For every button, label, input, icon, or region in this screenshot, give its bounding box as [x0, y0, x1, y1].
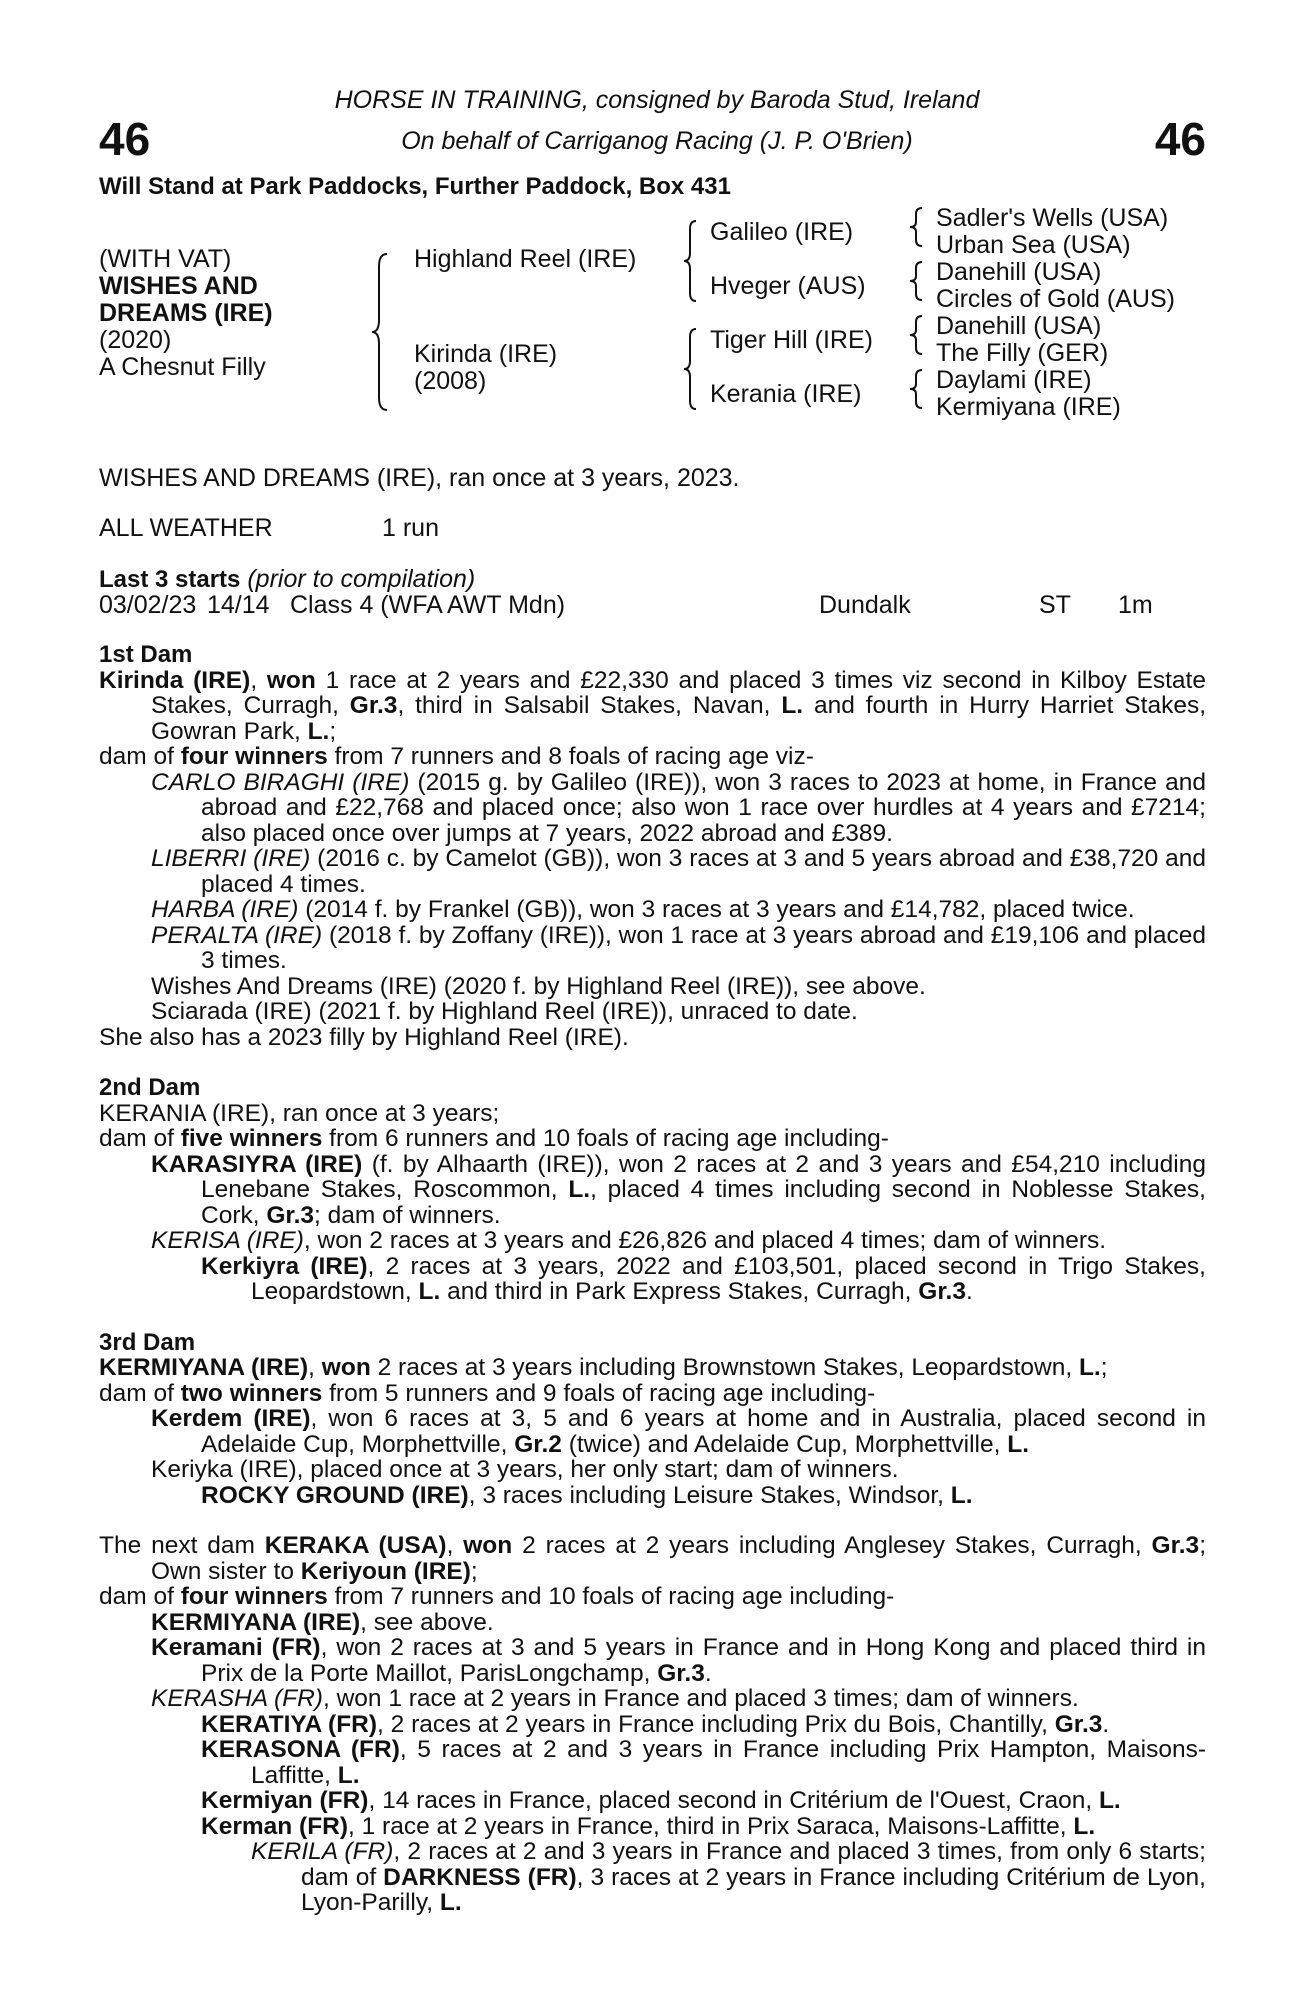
consignor-line: HORSE IN TRAINING, consigned by Baroda Stud, Ireland — [334, 86, 980, 114]
dam2-record: KERANIA (IRE), ran once at 3 years; — [99, 1099, 500, 1127]
dam1-produce-summary: dam of four winners from 7 runners and 8 foals of racing age viz- — [99, 743, 814, 770]
pedigree-dam-sire: Tiger Hill (IRE) — [710, 326, 873, 354]
last-starts-note: (prior to compilation) — [247, 565, 476, 593]
dam3-offspring-2: Keriyka (IRE), placed once at 3 years, her only start; dam of winners. — [151, 1456, 899, 1483]
horse-name-line2: DREAMS (IRE) — [99, 299, 273, 327]
pedigree-brace-g2 — [908, 260, 924, 302]
lot-number-right: 46 — [1154, 113, 1206, 165]
next-dam-grand-offspring-1: KERATIYA (FR), 2 races at 2 years in France including Prix du Bois, Chantilly, Gr.3. — [201, 1710, 1110, 1738]
pedigree-brace-g1 — [908, 206, 924, 248]
pedigree-brace-g3 — [908, 314, 924, 356]
next-dam-offspring-2: Keramani (FR), won 2 races at 3 and 5 years in France and in Hong Kong and placed third in Prix de la Porte Maillot, ParisLongchamp, Gr.3. — [151, 1634, 1206, 1687]
pedigree-ggparent-4: Circles of Gold (AUS) — [936, 285, 1175, 313]
next-dam-grand-offspring-2: KERASONA (FR), 5 races at 2 and 3 years in France including Prix Hampton, Maisons-Laffitte, L. — [201, 1736, 1206, 1789]
pedigree-ggparent-6: The Filly (GER) — [936, 339, 1109, 367]
foaling-year: (2020) — [99, 326, 172, 354]
next-dam-offspring-1: KERMIYANA (IRE), see above. — [151, 1608, 494, 1636]
stand-location: Will Stand at Park Paddocks, Further Paddock, Box 431 — [99, 173, 731, 200]
vat-note: (WITH VAT) — [99, 245, 232, 273]
next-dam-grand-offspring-4: Kerman (FR), 1 race at 2 years in France, third in Prix Saraca, Maisons-Laffitte, L. — [201, 1812, 1096, 1840]
pedigree-brace-sire — [682, 219, 698, 303]
dam1-current-foal: She also has a 2023 filly by Highland Reel (IRE). — [99, 1023, 629, 1051]
next-dam-offspring-3: KERASHA (FR), won 1 race at 2 years in France and placed 3 times; dam of winners. — [151, 1685, 1079, 1712]
next-dam-grand-offspring-5: KERILA (FR), 2 races at 2 and 3 years in France and placed 3 times, from only 6 starts; dam of DARKNESS (FR), 3 races at 2 years in France including Critérium de Lyon, Lyon-Parilly, L. — [251, 1838, 1206, 1916]
start-distance: 1m — [1118, 591, 1153, 619]
dam1-offspring-4: PERALTA (IRE) (2018 f. by Zoffany (IRE)), won 1 race at 3 years abroad and £19,106 and placed 3 times. — [151, 921, 1206, 974]
next-dam-record: The next dam KERAKA (USA), won 2 races at 2 years including Anglesey Stakes, Curragh, Gr.3; Own sister to Keriyoun (IRE); — [99, 1532, 1207, 1585]
pedigree-brace-dam — [682, 327, 698, 411]
dam1-offspring-2: LIBERRI (IRE) (2016 c. by Camelot (GB)), won 3 races at 3 and 5 years abroad and £38,720 and placed 4 times. — [151, 845, 1206, 898]
dam1-offspring-5: Wishes And Dreams (IRE) (2020 f. by Highland Reel (IRE)), see above. — [151, 972, 926, 1000]
dam3-grand-offspring-1: ROCKY GROUND (IRE), 3 races including Leisure Stakes, Windsor, L. — [201, 1481, 973, 1509]
dam2-offspring-1: KARASIYRA (IRE) (f. by Alhaarth (IRE)), won 2 races at 2 and 3 years and £54,210 including Lenebane Stakes, Roscommon, L., placed 4 times including second in Noblesse Stakes, Cork, Gr.3; dam of winners. — [151, 1150, 1206, 1229]
last-starts-title: Last 3 starts — [99, 566, 241, 593]
pedigree-ggparent-7: Daylami (IRE) — [936, 366, 1092, 394]
start-date: 03/02/23 — [99, 591, 197, 619]
family-section — [99, 642, 1206, 1916]
record-label: ALL WEATHER — [99, 514, 273, 542]
last-starts-heading — [99, 566, 475, 593]
pedigree-brace-main — [370, 252, 390, 412]
next-dam-produce-summary: dam of four winners from 7 runners and 10 foals of racing age including- — [99, 1583, 895, 1610]
dam2-grand-offspring-1: Kerkiyra (IRE), 2 races at 3 years, 2022 and £103,501, placed second in Trigo Stakes, Leopardstown, L. and third in Park Express Stakes, Curragh, Gr.3. — [201, 1252, 1206, 1305]
dam1-heading: 1st Dam — [99, 641, 193, 668]
dam1-record: Kirinda (IRE), won 1 race at 2 years and £22,330 and placed 3 times viz second in Kilboy Estate Stakes, Curragh, Gr.3, third in Salsabil Stakes, Navan, L. and fourth in Hurry Harriet Stakes, Gowran Park, L.; — [99, 666, 1207, 745]
start-race: Class 4 (WFA AWT Mdn) — [290, 591, 566, 619]
start-position: 14/14 — [207, 591, 270, 619]
dam3-offspring-1: Kerdem (IRE), won 6 races at 3, 5 and 6 years at home and in Australia, placed second in Adelaide Cup, Morphettville, Gr.2 (twice) and Adelaide Cup, Morphettville, L. — [151, 1405, 1206, 1458]
dam1-offspring-3: HARBA (IRE) (2014 f. by Frankel (GB)), won 3 races at 3 years and £14,782, placed twice. — [151, 896, 1135, 923]
lot-number-left: 46 — [99, 113, 151, 165]
pedigree-ggparent-5: Danehill (USA) — [936, 312, 1102, 340]
dam3-record: KERMIYANA (IRE), won 2 races at 3 years including Brownstown Stakes, Leopardstown, L.; — [99, 1354, 1108, 1381]
start-course: Dundalk — [819, 591, 911, 619]
dam1-offspring-6: Sciarada (IRE) (2021 f. by Highland Reel (IRE)), unraced to date. — [151, 998, 858, 1025]
pedigree-sire-sire: Galileo (IRE) — [710, 218, 854, 246]
pedigree-sire: Highland Reel (IRE) — [414, 245, 637, 273]
start-going: ST — [1039, 591, 1071, 619]
horse-description: A Chesnut Filly — [99, 353, 266, 381]
record-value: 1 run — [382, 514, 439, 542]
dam2-produce-summary: dam of five winners from 6 runners and 10 foals of racing age including- — [99, 1125, 889, 1152]
dam3-produce-summary: dam of two winners from 5 runners and 9 foals of racing age including- — [99, 1379, 876, 1407]
pedigree-dam-dam: Kerania (IRE) — [710, 380, 862, 408]
dam2-heading: 2nd Dam — [99, 1074, 201, 1101]
pedigree-dam: Kirinda (IRE) — [414, 340, 558, 368]
race-summary: WISHES AND DREAMS (IRE), ran once at 3 years, 2023. — [99, 464, 740, 492]
dam3-heading: 3rd Dam — [99, 1328, 196, 1356]
on-behalf-line: On behalf of Carriganog Racing (J. P. O'Brien) — [401, 127, 913, 155]
dam2-offspring-2: KERISA (IRE), won 2 races at 3 years and £26,826 and placed 4 times; dam of winners. — [151, 1227, 1107, 1254]
pedigree-ggparent-3: Danehill (USA) — [936, 258, 1102, 286]
horse-name-line1: WISHES AND — [99, 272, 258, 300]
pedigree-brace-g4 — [908, 368, 924, 410]
pedigree-dam-year: (2008) — [414, 367, 487, 395]
next-dam-grand-offspring-3: Kermiyan (FR), 14 races in France, placed second in Critérium de l'Ouest, Craon, L. — [201, 1787, 1121, 1814]
pedigree-ggparent-8: Kermiyana (IRE) — [936, 393, 1121, 421]
pedigree-ggparent-2: Urban Sea (USA) — [936, 231, 1131, 259]
pedigree-ggparent-1: Sadler's Wells (USA) — [936, 204, 1169, 232]
pedigree-sire-dam: Hveger (AUS) — [710, 272, 866, 300]
dam1-offspring-1: CARLO BIRAGHI (IRE) (2015 g. by Galileo (IRE)), won 3 races to 2023 at home, in France and abroad and £22,768 and placed once; also won 1 race over hurdles at 4 years and £7214; also placed once over jumps at 7 years, 2022 abroad and £389. — [151, 768, 1206, 847]
